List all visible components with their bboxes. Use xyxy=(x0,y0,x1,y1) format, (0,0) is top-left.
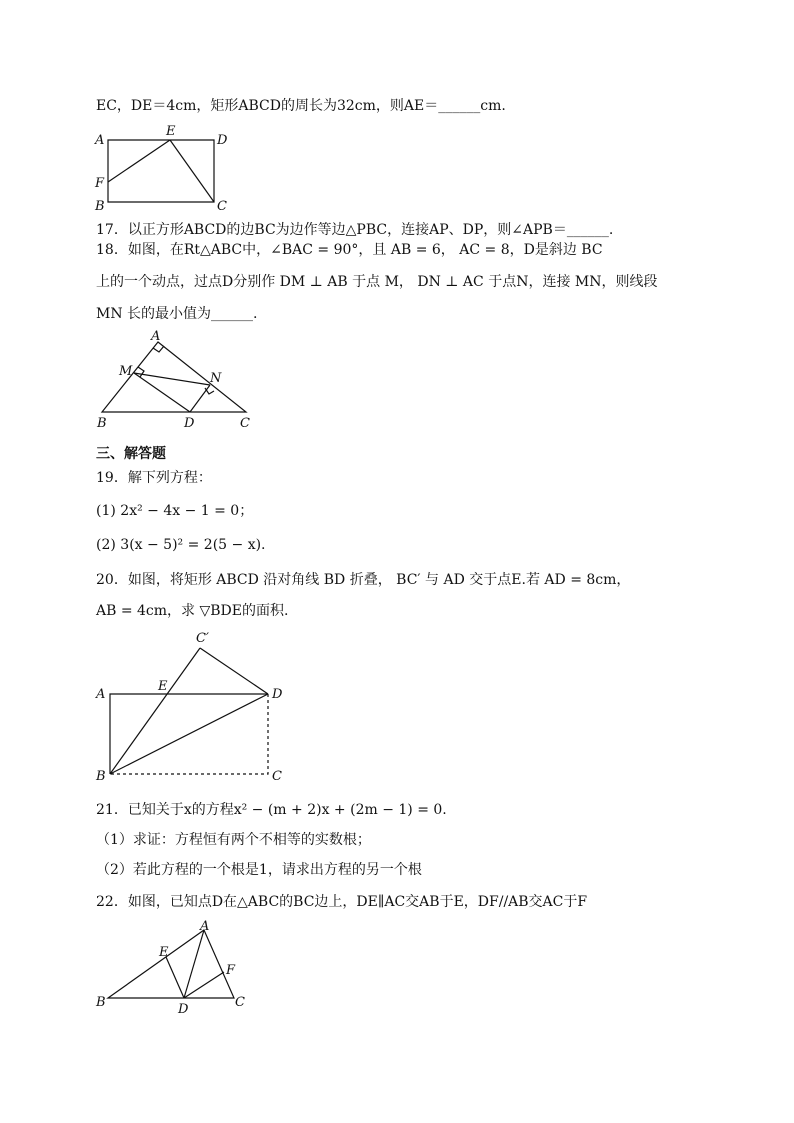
q17-text: 17．以正方形ABCD的边BC为边作等边△PBC，连接AP、DP，则∠APB＝______. xyxy=(96,222,614,238)
segment-nd xyxy=(190,385,210,412)
label-n: N xyxy=(210,371,222,386)
label-e: E xyxy=(158,679,168,694)
label-c: C xyxy=(235,995,245,1010)
figure-16-rectangle xyxy=(92,124,242,214)
segment-c-prime-d xyxy=(200,648,268,694)
q19-title: 19．解下列方程： xyxy=(96,470,212,486)
segment-bd xyxy=(110,694,268,774)
q18-line1: 18．如图，在Rt△ABC中，∠BAC = 90°，且 AB = 6， AC = 8，D是斜边 BC xyxy=(96,242,603,258)
segment-ec xyxy=(170,140,214,202)
q19-eq2: (2) 3(x − 5)² = 2(5 − x). xyxy=(96,537,266,553)
q21-line3: （2）若此方程的一个根是1，请求出方程的另一个根 xyxy=(96,862,422,878)
label-a: A xyxy=(200,920,210,934)
q21-line1: 21．已知关于x的方程x² − (m + 2)x + (2m − 1) = 0. xyxy=(96,802,447,818)
q19-eq1: (1) 2x² − 4x − 1 = 0； xyxy=(96,503,254,519)
label-m: M xyxy=(119,364,133,379)
triangle-abc xyxy=(108,930,234,998)
label-f: F xyxy=(226,963,236,978)
label-a: A xyxy=(151,330,161,344)
figure-22-triangle xyxy=(92,920,262,1016)
segment-bc-prime xyxy=(110,648,200,774)
label-c: C xyxy=(240,416,250,431)
label-d: D xyxy=(178,1002,189,1016)
label-c: C xyxy=(272,769,282,784)
label-e: E xyxy=(159,945,169,960)
label-c: C xyxy=(217,199,227,214)
q16-text: EC，DE＝4cm，矩形ABCD的周长为32cm，则AE＝______cm. xyxy=(96,98,506,114)
q22-text: 22．如图，已知点D在△ABC的BC边上，DE∥AC交AB于E，DF//AB交AC于F xyxy=(96,894,588,910)
label-e: E xyxy=(166,124,176,139)
label-b: B xyxy=(96,769,106,784)
label-b: B xyxy=(97,416,107,431)
q20-line2: AB = 4cm，求 ▽BDE的面积. xyxy=(96,603,289,619)
label-a: A xyxy=(95,133,105,148)
label-d: D xyxy=(272,687,283,702)
label-b: B xyxy=(95,199,105,214)
right-angle-n xyxy=(205,388,214,394)
segment-ad xyxy=(184,930,204,998)
q20-line1: 20．如图，将矩形 ABCD 沿对角线 BD 折叠， BC′ 与 AD 交于点E.若 AD = 8cm， xyxy=(96,572,631,588)
right-angle-m xyxy=(138,367,144,377)
segment-de xyxy=(166,957,184,998)
section-3-title: 三、解答题 xyxy=(96,446,166,462)
segment-md xyxy=(134,373,190,412)
label-f: F xyxy=(95,176,105,191)
figure-18-triangle xyxy=(92,330,262,432)
q21-line2: （1）求证：方程恒有两个不相等的实数根； xyxy=(96,832,371,848)
label-b: B xyxy=(96,995,106,1010)
label-c-prime: C′ xyxy=(196,631,209,646)
label-a: A xyxy=(96,687,106,702)
q18-line2: 上的一个动点，过点D分别作 DM ⊥ AB 于点 M， DN ⊥ AC 于点N，连接 MN，则线段 xyxy=(96,274,658,290)
segment-fe xyxy=(108,140,170,182)
figure-20-fold xyxy=(92,628,302,788)
label-d: D xyxy=(184,416,195,431)
label-d: D xyxy=(217,133,228,148)
q18-line3: MN 长的最小值为______. xyxy=(96,306,258,322)
